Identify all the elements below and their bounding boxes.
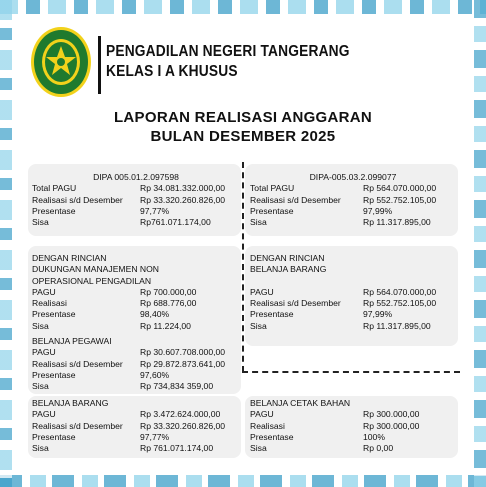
table-row xyxy=(250,321,456,332)
row-label: Presentase xyxy=(250,205,294,216)
row-label: Presentase xyxy=(32,309,76,320)
rincian-1-subheading-2: OPERASIONAL PENGADILAN xyxy=(32,275,152,286)
table-row xyxy=(250,206,456,217)
row-value: Rp 688.776,00 xyxy=(140,298,197,309)
row-label: Realisasi s/d Desember xyxy=(32,194,123,205)
row-label: Sisa xyxy=(250,217,267,228)
row-value: Rp 0,00 xyxy=(363,443,394,454)
row-value: 100% xyxy=(363,431,385,442)
header-divider xyxy=(98,36,101,94)
row-label: Sisa xyxy=(32,217,49,228)
row-value: Rp 33.320.260.826,00 xyxy=(140,420,226,431)
table-row xyxy=(32,206,240,217)
row-label: Realisasi xyxy=(32,298,67,309)
rincian-2-block xyxy=(250,253,456,332)
decorative-frame-right xyxy=(474,0,486,487)
table-row xyxy=(32,183,240,194)
dipa-1-block xyxy=(32,172,240,228)
table-row xyxy=(32,381,240,392)
table-row xyxy=(250,309,456,320)
row-value: 98,40% xyxy=(140,309,170,320)
row-label: Presentase xyxy=(32,431,76,442)
row-label: Realisasi s/d Desember xyxy=(32,420,123,431)
row-label: Presentase xyxy=(250,431,294,442)
dashed-divider-vertical xyxy=(242,162,244,372)
row-label: Realisasi xyxy=(250,420,285,431)
row-value: Rp761.071.174,00 xyxy=(140,217,211,228)
table-row xyxy=(32,359,240,370)
row-label: Presentase xyxy=(250,309,294,320)
table-row xyxy=(32,298,240,309)
table-row xyxy=(250,409,456,420)
row-label: Realisasi s/d Desember xyxy=(250,194,341,205)
dipa-1-heading: DIPA 005.01.2.097598 xyxy=(93,172,179,182)
court-emblem-icon xyxy=(30,26,92,98)
row-value: Rp 11.317.895,00 xyxy=(363,217,431,228)
table-row xyxy=(32,309,240,320)
row-value: Rp 11.224,00 xyxy=(140,320,191,331)
row-value: Rp 30.607.708.000,00 xyxy=(140,347,226,358)
row-label: Sisa xyxy=(32,320,49,331)
table-row xyxy=(250,195,456,206)
court-name xyxy=(106,42,350,82)
report-period: BULAN DESEMBER 2025 xyxy=(150,128,336,145)
belanja-pegawai-block xyxy=(32,336,240,392)
table-row xyxy=(32,432,240,443)
row-label: Realisasi s/d Desember xyxy=(250,298,341,309)
table-row xyxy=(32,409,240,420)
row-value: 97,77% xyxy=(140,431,170,442)
row-label: Presentase xyxy=(32,205,76,216)
belanja-barang-heading: BELANJA BARANG xyxy=(32,398,109,408)
table-row xyxy=(250,421,456,432)
table-row xyxy=(32,443,240,454)
decorative-frame-bottom xyxy=(0,475,486,487)
table-row xyxy=(32,370,240,381)
decorative-frame-top xyxy=(0,0,486,14)
decorative-frame-left xyxy=(0,0,12,487)
table-row xyxy=(32,217,240,228)
table-row xyxy=(250,183,456,194)
row-value: Rp 29.872.873.641,00 xyxy=(140,358,226,369)
row-label: PAGU xyxy=(32,409,56,420)
row-value: Rp 552.752.105,00 xyxy=(363,194,437,205)
rincian-2-subheading: BELANJA BARANG xyxy=(250,264,327,275)
row-label: Sisa xyxy=(32,381,49,392)
belanja-cetak-heading: BELANJA CETAK BAHAN xyxy=(250,398,351,408)
row-value: 97,60% xyxy=(140,369,170,380)
belanja-cetak-block xyxy=(250,398,456,454)
rincian-2-heading: DENGAN RINCIAN xyxy=(250,253,325,263)
row-label: PAGU xyxy=(32,347,56,358)
row-label: Realisasi s/d Desember xyxy=(32,358,123,369)
table-row xyxy=(250,443,456,454)
table-row xyxy=(250,432,456,443)
row-value: Rp 3.472.624.000,00 xyxy=(140,409,221,420)
row-label: Sisa xyxy=(250,320,267,331)
row-value: 97,99% xyxy=(363,309,393,320)
row-label: Total PAGU xyxy=(250,183,295,194)
row-value: Rp 34.081.332.000,00 xyxy=(140,183,226,194)
row-value: Rp 564.070.000,00 xyxy=(363,183,437,194)
row-value: Rp 33.320.260.826,00 xyxy=(140,194,226,205)
table-row xyxy=(32,321,240,332)
report-title: LAPORAN REALISASI ANGGARAN xyxy=(113,109,373,126)
row-label: PAGU xyxy=(32,286,56,297)
row-value: Rp 734,834 359,00 xyxy=(140,381,214,392)
row-value: 97,99% xyxy=(363,205,393,216)
table-row xyxy=(32,421,240,432)
rincian-1-heading: DENGAN RINCIAN xyxy=(32,253,107,263)
row-value: Rp 564.070.000,00 xyxy=(363,286,437,297)
table-row xyxy=(250,217,456,228)
row-value: Rp 300.000,00 xyxy=(363,420,420,431)
belanja-barang-block xyxy=(32,398,240,454)
dipa-2-heading: DIPA-005.03.2.099077 xyxy=(309,172,397,182)
dashed-divider-horizontal xyxy=(242,371,460,373)
row-value: Rp 552.752.105,00 xyxy=(363,298,437,309)
belanja-pegawai-heading: BELANJA PEGAWAI xyxy=(32,336,112,346)
row-value: Rp 700.000,00 xyxy=(140,286,197,297)
rincian-1-block xyxy=(32,253,240,332)
row-value: Rp 11.317.895,00 xyxy=(363,320,431,331)
row-label: PAGU xyxy=(250,286,274,297)
row-value: Rp 300.000,00 xyxy=(363,409,420,420)
row-label: Total PAGU xyxy=(32,183,77,194)
rincian-1-subheading: DUKUNGAN MANAJEMEN NON xyxy=(32,264,160,275)
court-name-line1: PENGADILAN NEGERI TANGERANG xyxy=(106,43,350,60)
table-row xyxy=(32,195,240,206)
court-name-line2: KELAS I A KHUSUS xyxy=(106,63,238,80)
table-row xyxy=(32,287,240,298)
row-label: Sisa xyxy=(250,443,267,454)
row-label: Presentase xyxy=(32,369,76,380)
table-row xyxy=(32,347,240,358)
row-value: Rp 761.071.174,00 xyxy=(140,443,214,454)
row-label: PAGU xyxy=(250,409,274,420)
row-value: 97,77% xyxy=(140,205,170,216)
table-row xyxy=(250,298,456,309)
table-row xyxy=(250,287,456,298)
row-label: Sisa xyxy=(32,443,49,454)
dipa-2-block xyxy=(250,172,456,228)
